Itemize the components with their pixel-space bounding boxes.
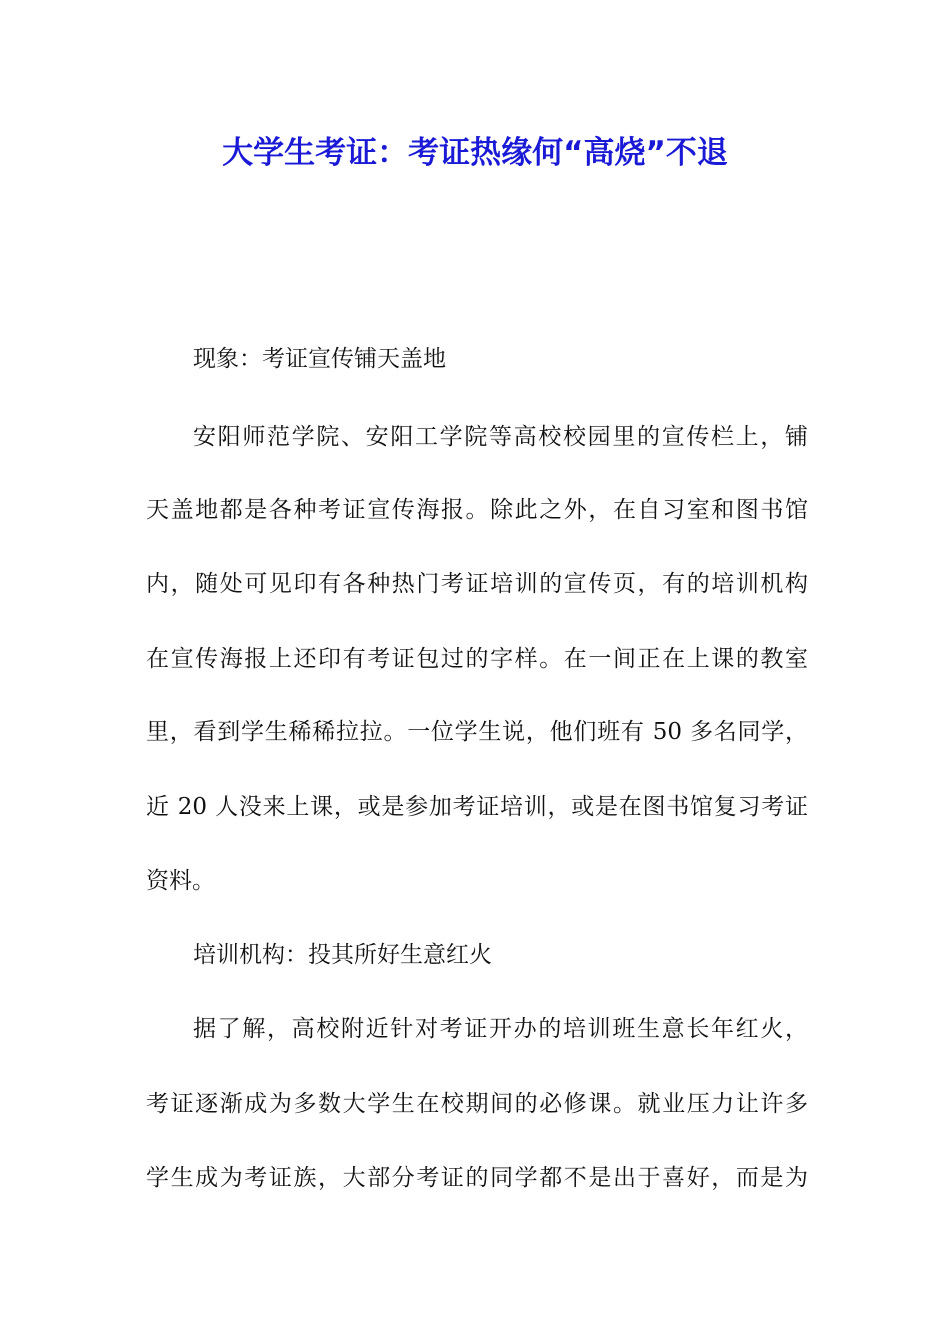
body-line-9: 考证逐渐成为多数大学生在校期间的必修课。就业压力让许多 bbox=[146, 1091, 808, 1117]
body-line-7: 资料。 bbox=[146, 868, 215, 894]
body-line-2: 天盖地都是各种考证宣传海报。除此之外，在自习室和图书馆 bbox=[146, 497, 808, 523]
body-line-10: 学生成为考证族，大部分考证的同学都不是出于喜好，而是为 bbox=[146, 1165, 808, 1191]
body-line-1: 安阳师范学院、安阳工学院等高校校园里的宣传栏上，铺 bbox=[193, 424, 808, 450]
body-line-3: 内，随处可见印有各种热门考证培训的宣传页，有的培训机构 bbox=[146, 571, 808, 597]
body-line-6: 近 20 人没来上课，或是参加考证培训，或是在图书馆复习考证 bbox=[146, 794, 808, 820]
body-line-5: 里，看到学生稀稀拉拉。一位学生说，他们班有 50 多名同学， bbox=[146, 719, 808, 745]
section-heading-phenomenon: 现象：考证宣传铺天盖地 bbox=[193, 346, 446, 372]
body-line-4: 在宣传海报上还印有考证包过的字样。在一间正在上课的教室 bbox=[146, 646, 808, 672]
document-title: 大学生考证：考证热缘何“高烧”不退 bbox=[222, 135, 728, 171]
section-heading-training: 培训机构：投其所好生意红火 bbox=[193, 942, 492, 968]
body-line-8: 据了解，高校附近针对考证开办的培训班生意长年红火， bbox=[193, 1016, 808, 1042]
